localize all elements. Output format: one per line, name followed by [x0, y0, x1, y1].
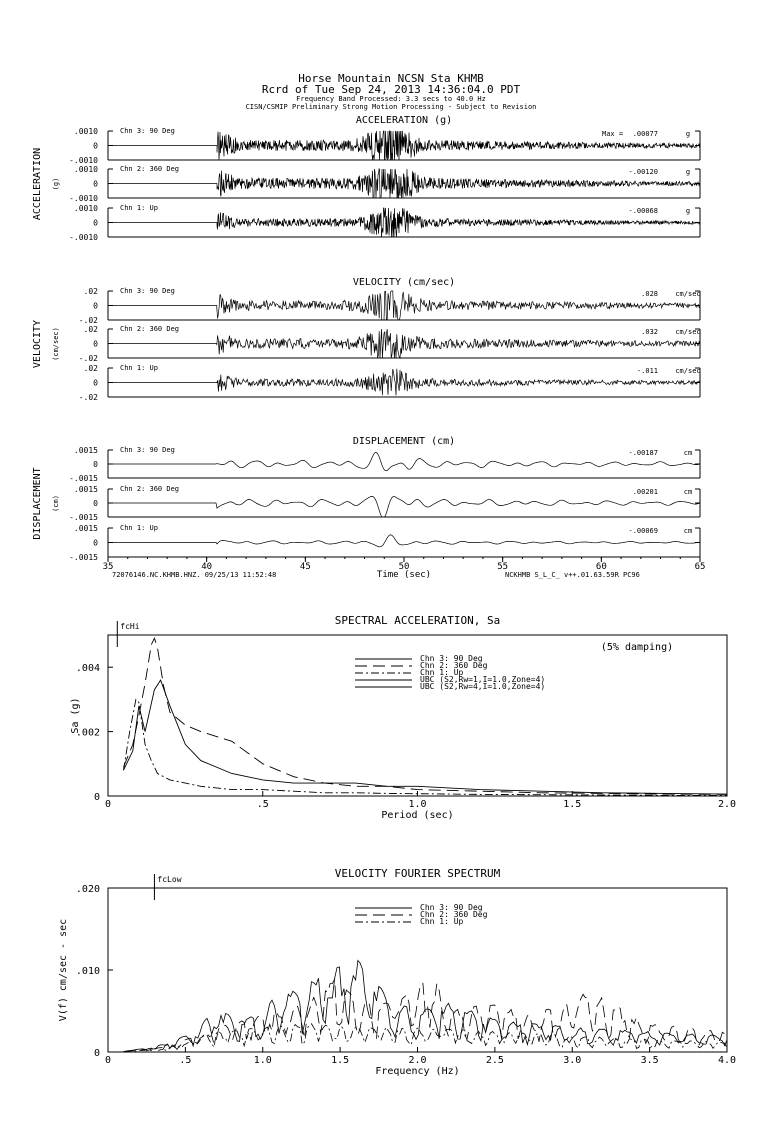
tick-label: 0: [93, 339, 98, 349]
sa-legend-label-1: Chn 2: 360 Deg: [420, 661, 488, 670]
tick-label: -.0010: [69, 194, 98, 203]
peak-unit: cm/sec: [675, 328, 701, 336]
vf-x-tick-label: 2.5: [485, 1055, 504, 1066]
tick-label: -.02: [78, 354, 98, 363]
tick-label: .0015: [73, 485, 98, 494]
peak-value: -.00069: [628, 527, 658, 535]
sa-series-2: [124, 699, 728, 795]
channel-label: Chn 2: 360 Deg: [120, 485, 180, 493]
x-tick-label: 55: [497, 562, 509, 572]
tick-label: 0: [93, 499, 98, 508]
x-tick-label: 40: [201, 562, 213, 572]
series-trace-vel-1: [108, 291, 700, 320]
series-trace-acc-3: [108, 208, 700, 237]
tick-label: -.0010: [69, 233, 98, 242]
vf-x-tick-label: 1.0: [253, 1055, 272, 1066]
peak-value: -.011: [636, 367, 658, 375]
panel-title-acc: ACCELERATION (g): [355, 115, 453, 126]
tick-label: .0010: [73, 165, 98, 174]
sa-legend-label-2: Chn 1: Up: [420, 668, 464, 677]
tick-label: .0010: [73, 127, 98, 136]
tick-label: .0015: [73, 446, 98, 455]
vf-title: VELOCITY FOURIER SPECTRUM: [334, 867, 501, 880]
peak-value: -.00120: [628, 168, 658, 176]
header-station: Horse Mountain NCSN Sta KHMB: [298, 72, 484, 85]
channel-label: Chn 2: 360 Deg: [120, 325, 180, 333]
panel-yunits-acc: (g): [52, 177, 60, 191]
sa-y-axis-label: Sa (g): [70, 697, 81, 734]
peak-unit: g: [685, 130, 691, 138]
tick-label: -.0010: [69, 156, 98, 165]
vf-x-tick-label: 2.0: [408, 1055, 427, 1066]
vf-x-tick-label: 3.0: [563, 1055, 582, 1066]
tick-label: .0015: [73, 524, 98, 533]
peak-unit: cm: [683, 527, 693, 535]
tick-label: 0: [93, 538, 98, 548]
peak-unit: cm/sec: [675, 367, 701, 375]
panel-ylabel-vel: VELOCITY: [32, 319, 43, 369]
x-tick-label: 65: [694, 562, 706, 572]
panel-ylabel-dis: DISPLACEMENT: [32, 467, 43, 540]
tick-label: .02: [83, 325, 98, 334]
sa-series-0: [124, 680, 728, 794]
sa-x-tick-label: 1.0: [408, 799, 427, 810]
x-tick-label: 45: [299, 562, 311, 572]
vf-y-tick-label: .020: [75, 884, 100, 895]
sa-y-tick-label: 0: [93, 792, 100, 803]
vf-x-tick-label: 4.0: [717, 1055, 737, 1066]
vf-x-axis-label: Frequency (Hz): [375, 1066, 460, 1077]
panel-yunits-vel: (cm/sec): [52, 327, 60, 361]
series-trace-dis-3: [108, 535, 700, 547]
sa-x-tick-label: .5: [256, 799, 269, 810]
series-trace-acc-2: [108, 169, 700, 198]
vf-x-tick-label: .5: [179, 1055, 192, 1066]
x-tick-label: 50: [398, 562, 410, 572]
series-trace-vel-3: [108, 369, 700, 396]
tick-label: 0: [93, 141, 98, 151]
peak-value: .00201: [632, 488, 658, 496]
sa-y-tick-label: .004: [75, 663, 100, 675]
tick-label: -.02: [78, 316, 98, 325]
vf-legend-label-2: Chn 1: Up: [420, 917, 464, 926]
tick-label: 0: [93, 378, 98, 388]
vf-y-axis-label: V(f) cm/sec - sec: [58, 918, 69, 1022]
series-trace-dis-1: [108, 452, 700, 470]
footer-right: NCKHMB S_L_C_ v++.01.63.59R PC96: [505, 571, 640, 579]
x-tick-label: 60: [595, 562, 607, 572]
vf-legend-label-0: Chn 3: 90 Deg: [420, 903, 483, 912]
tick-label: -.02: [78, 393, 98, 402]
sa-legend-label-3: UBC (S2,Rw=1,I=1.0,Zone=4): [420, 675, 546, 684]
tick-label: 0: [93, 218, 98, 228]
peak-unit: cm/sec: [675, 290, 701, 298]
tick-label: 0: [93, 301, 98, 311]
peak-unit: g: [685, 207, 691, 215]
panel-title-dis: DISPLACEMENT (cm): [352, 436, 456, 447]
vf-marker-label: fcLow: [157, 875, 182, 884]
tick-label: 0: [93, 179, 98, 189]
vf-x-tick-label: 3.5: [640, 1055, 659, 1066]
header-record: Rcrd of Tue Sep 24, 2013 14:36:04.0 PDT: [261, 83, 521, 96]
vf-y-tick-label: .010: [75, 966, 100, 977]
tick-label: .0010: [73, 204, 98, 213]
vf-x-tick-label: 1.5: [331, 1055, 350, 1066]
vf-series-0: [124, 961, 728, 1052]
x-tick-label: 35: [102, 562, 114, 572]
sa-frame: [108, 635, 727, 796]
sa-x-tick-label: 2.0: [717, 799, 737, 810]
vf-x-tick-label: 0: [104, 1055, 112, 1066]
panel-yunits-dis: (cm): [52, 495, 60, 512]
vf-y-tick-label: 0: [93, 1048, 100, 1059]
tick-label: .02: [83, 364, 98, 373]
sa-marker-label: fcHi: [120, 622, 140, 631]
channel-label: Chn 1: Up: [120, 524, 158, 532]
series-trace-vel-2: [108, 329, 700, 358]
tick-label: -.0015: [69, 553, 98, 562]
panel-title-vel: VELOCITY (cm/sec): [352, 277, 456, 288]
peak-unit: cm: [683, 449, 693, 457]
tick-label: -.0015: [69, 474, 98, 483]
channel-label: Chn 3: 90 Deg: [120, 287, 175, 295]
panel-ylabel-acc: ACCELERATION: [32, 147, 43, 221]
vf-legend-label-1: Chn 2: 360 Deg: [420, 910, 488, 919]
peak-value: -.00068: [628, 207, 658, 215]
tick-label: -.0015: [69, 513, 98, 522]
vf-frame: [108, 888, 727, 1052]
series-trace-dis-2: [108, 496, 700, 517]
sa-x-tick-label: 0: [104, 799, 112, 810]
channel-label: Chn 3: 90 Deg: [120, 127, 175, 135]
sa-title: SPECTRAL ACCELERATION, Sa: [334, 614, 501, 627]
peak-value: .032: [641, 328, 658, 336]
sa-legend-label-0: Chn 3: 90 Deg: [420, 654, 483, 663]
channel-label: Chn 1: Up: [120, 204, 158, 212]
sa-annotation: (5% damping): [600, 642, 674, 653]
footer-left: 72076146.NC.KHMB.HNZ. 09/25/13 11:52:48: [112, 571, 277, 579]
sa-legend-label-4: UBC (S2,Rw=4,I=1.0,Zone=4): [420, 682, 546, 691]
sa-x-tick-label: 1.5: [563, 799, 582, 810]
header-band: Frequency Band Processed: 3.3 secs to 40.0 Hz: [296, 95, 486, 103]
peak-unit: cm: [683, 488, 693, 496]
tick-label: .02: [83, 287, 98, 296]
peak-value: .00077: [632, 130, 658, 138]
max-label: Max =: [602, 130, 624, 138]
channel-label: Chn 3: 90 Deg: [120, 446, 175, 454]
peak-unit: g: [685, 168, 691, 176]
sa-x-axis-label: Period (sec): [381, 810, 454, 821]
channel-label: Chn 2: 360 Deg: [120, 165, 180, 173]
tick-label: 0: [93, 460, 98, 469]
x-axis-label: Time (sec): [376, 570, 432, 580]
header-disclaimer: CISN/CSMIP Preliminary Strong Motion Processing - Subject to Revision: [245, 103, 537, 111]
sa-y-tick-label: .002: [75, 727, 100, 739]
peak-value: -.00187: [628, 449, 658, 457]
channel-label: Chn 1: Up: [120, 364, 158, 372]
peak-value: .028: [641, 290, 658, 298]
